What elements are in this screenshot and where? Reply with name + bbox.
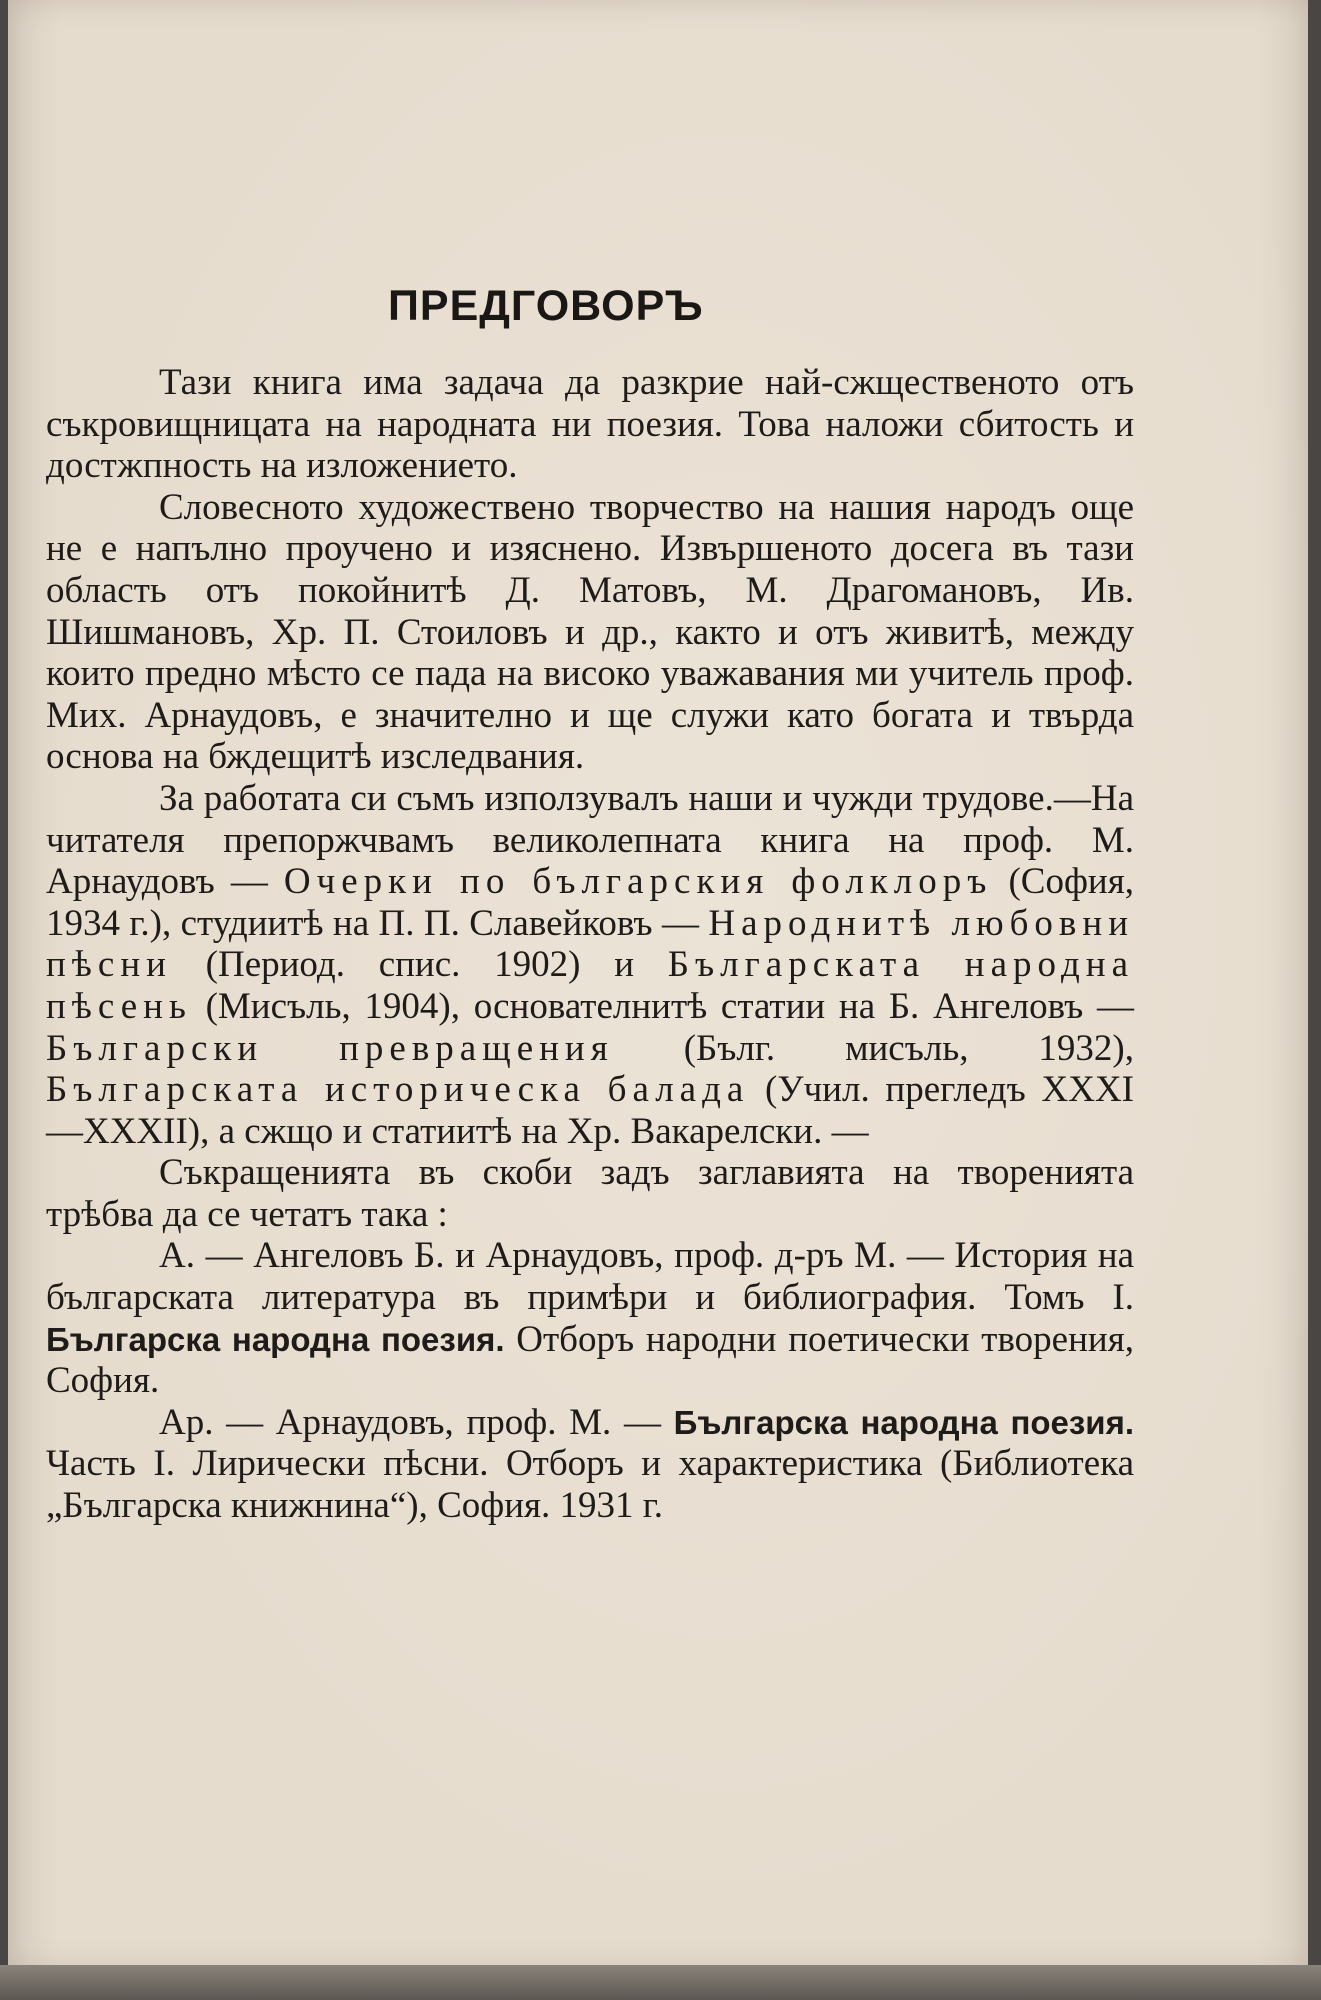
entry-text: Отборъ народни поетически творения, София. xyxy=(46,1318,1134,1402)
entry-text: А. — Ангеловъ Б. и Арнаудовъ, проф. д-ръ М. — История на българската литература въ примѣри и библиография. Томъ I. xyxy=(46,1235,1134,1319)
entry-title: Българска народна поезия. xyxy=(46,1320,505,1358)
abbreviation-entry-ar xyxy=(46,1402,1134,1527)
paragraph-4: Съкращенията въ скоби задъ заглавията на творенията трѣбва да се четатъ така : xyxy=(46,1152,1134,1235)
paragraph-3-text: (Учил. прегледъ XXXI—XXXII), а сжщо и статиитѣ на Хр. Вакарелски. — xyxy=(46,1069,1134,1152)
cited-title: Български превращения xyxy=(46,1027,614,1069)
abbreviation-entry-a xyxy=(46,1235,1134,1401)
paragraph-3-text: (Мисъль, 1904), основателнитѣ статии на Б. Ангеловъ — xyxy=(191,985,1134,1027)
paragraph-3-text: (София, 1934 г.), студиитѣ на П. П. Славейковъ — xyxy=(46,861,1134,944)
page-title: ПРЕДГОВОРЪ xyxy=(388,282,704,330)
cited-title: Очерки по българския фолклоръ xyxy=(283,861,993,903)
cited-title: Българската народна пѣсень xyxy=(46,944,1135,1027)
paragraph-3-text: (Бълг. мисъль, 1932), xyxy=(613,1027,1134,1069)
entry-title: Българска народна поезия. xyxy=(673,1403,1135,1441)
preface-text xyxy=(46,280,1134,1527)
next-page-edge xyxy=(0,1965,1321,2000)
cited-title: Българската историческа балада xyxy=(46,1069,750,1111)
entry-text: Ар. — Арнаудовъ, проф. М. — xyxy=(159,1401,674,1443)
paragraph-3-text: (Период. спис. 1902) и xyxy=(171,944,668,986)
entry-text: Часть I. Лирически пѣсни. Отборъ и характеристика (Библиотека „Българска книжнина“), София. 1931 г. xyxy=(46,1443,1134,1527)
paragraph-2: Словесното художествено творчество на нашия народъ още не е напълно проучено и изяснено. Извършеното досега въ тази область отъ покойнитѣ Д. Матовъ, М. Драгомановъ, Ив. Шишмановъ, Хр. П. Стоиловъ и др., както и отъ живитѣ, между които предно мѣсто се пада на високо уважавания ми учитель проф. Мих. Арнаудовъ, е значително и ще служи като богата и твърда основа на бждещитѣ изследвания. xyxy=(46,486,1134,778)
cited-title: Народнитѣ любовни пѣсни xyxy=(46,902,1134,986)
paragraph-3 xyxy=(46,778,1134,1152)
paragraph-1: Тази книга има задача да разкрие най-сжщественото отъ съкровищницата на народната ни поезия. Това наложи сбитость и достжпность на изложението. xyxy=(46,362,1134,487)
book-page xyxy=(8,0,1308,1970)
paragraph-3-text: За работата си съмъ използувалъ наши и чужди трудове.—На читателя препоржчвамъ великолепната книга на проф. М. Арнаудовъ — xyxy=(46,777,1134,903)
